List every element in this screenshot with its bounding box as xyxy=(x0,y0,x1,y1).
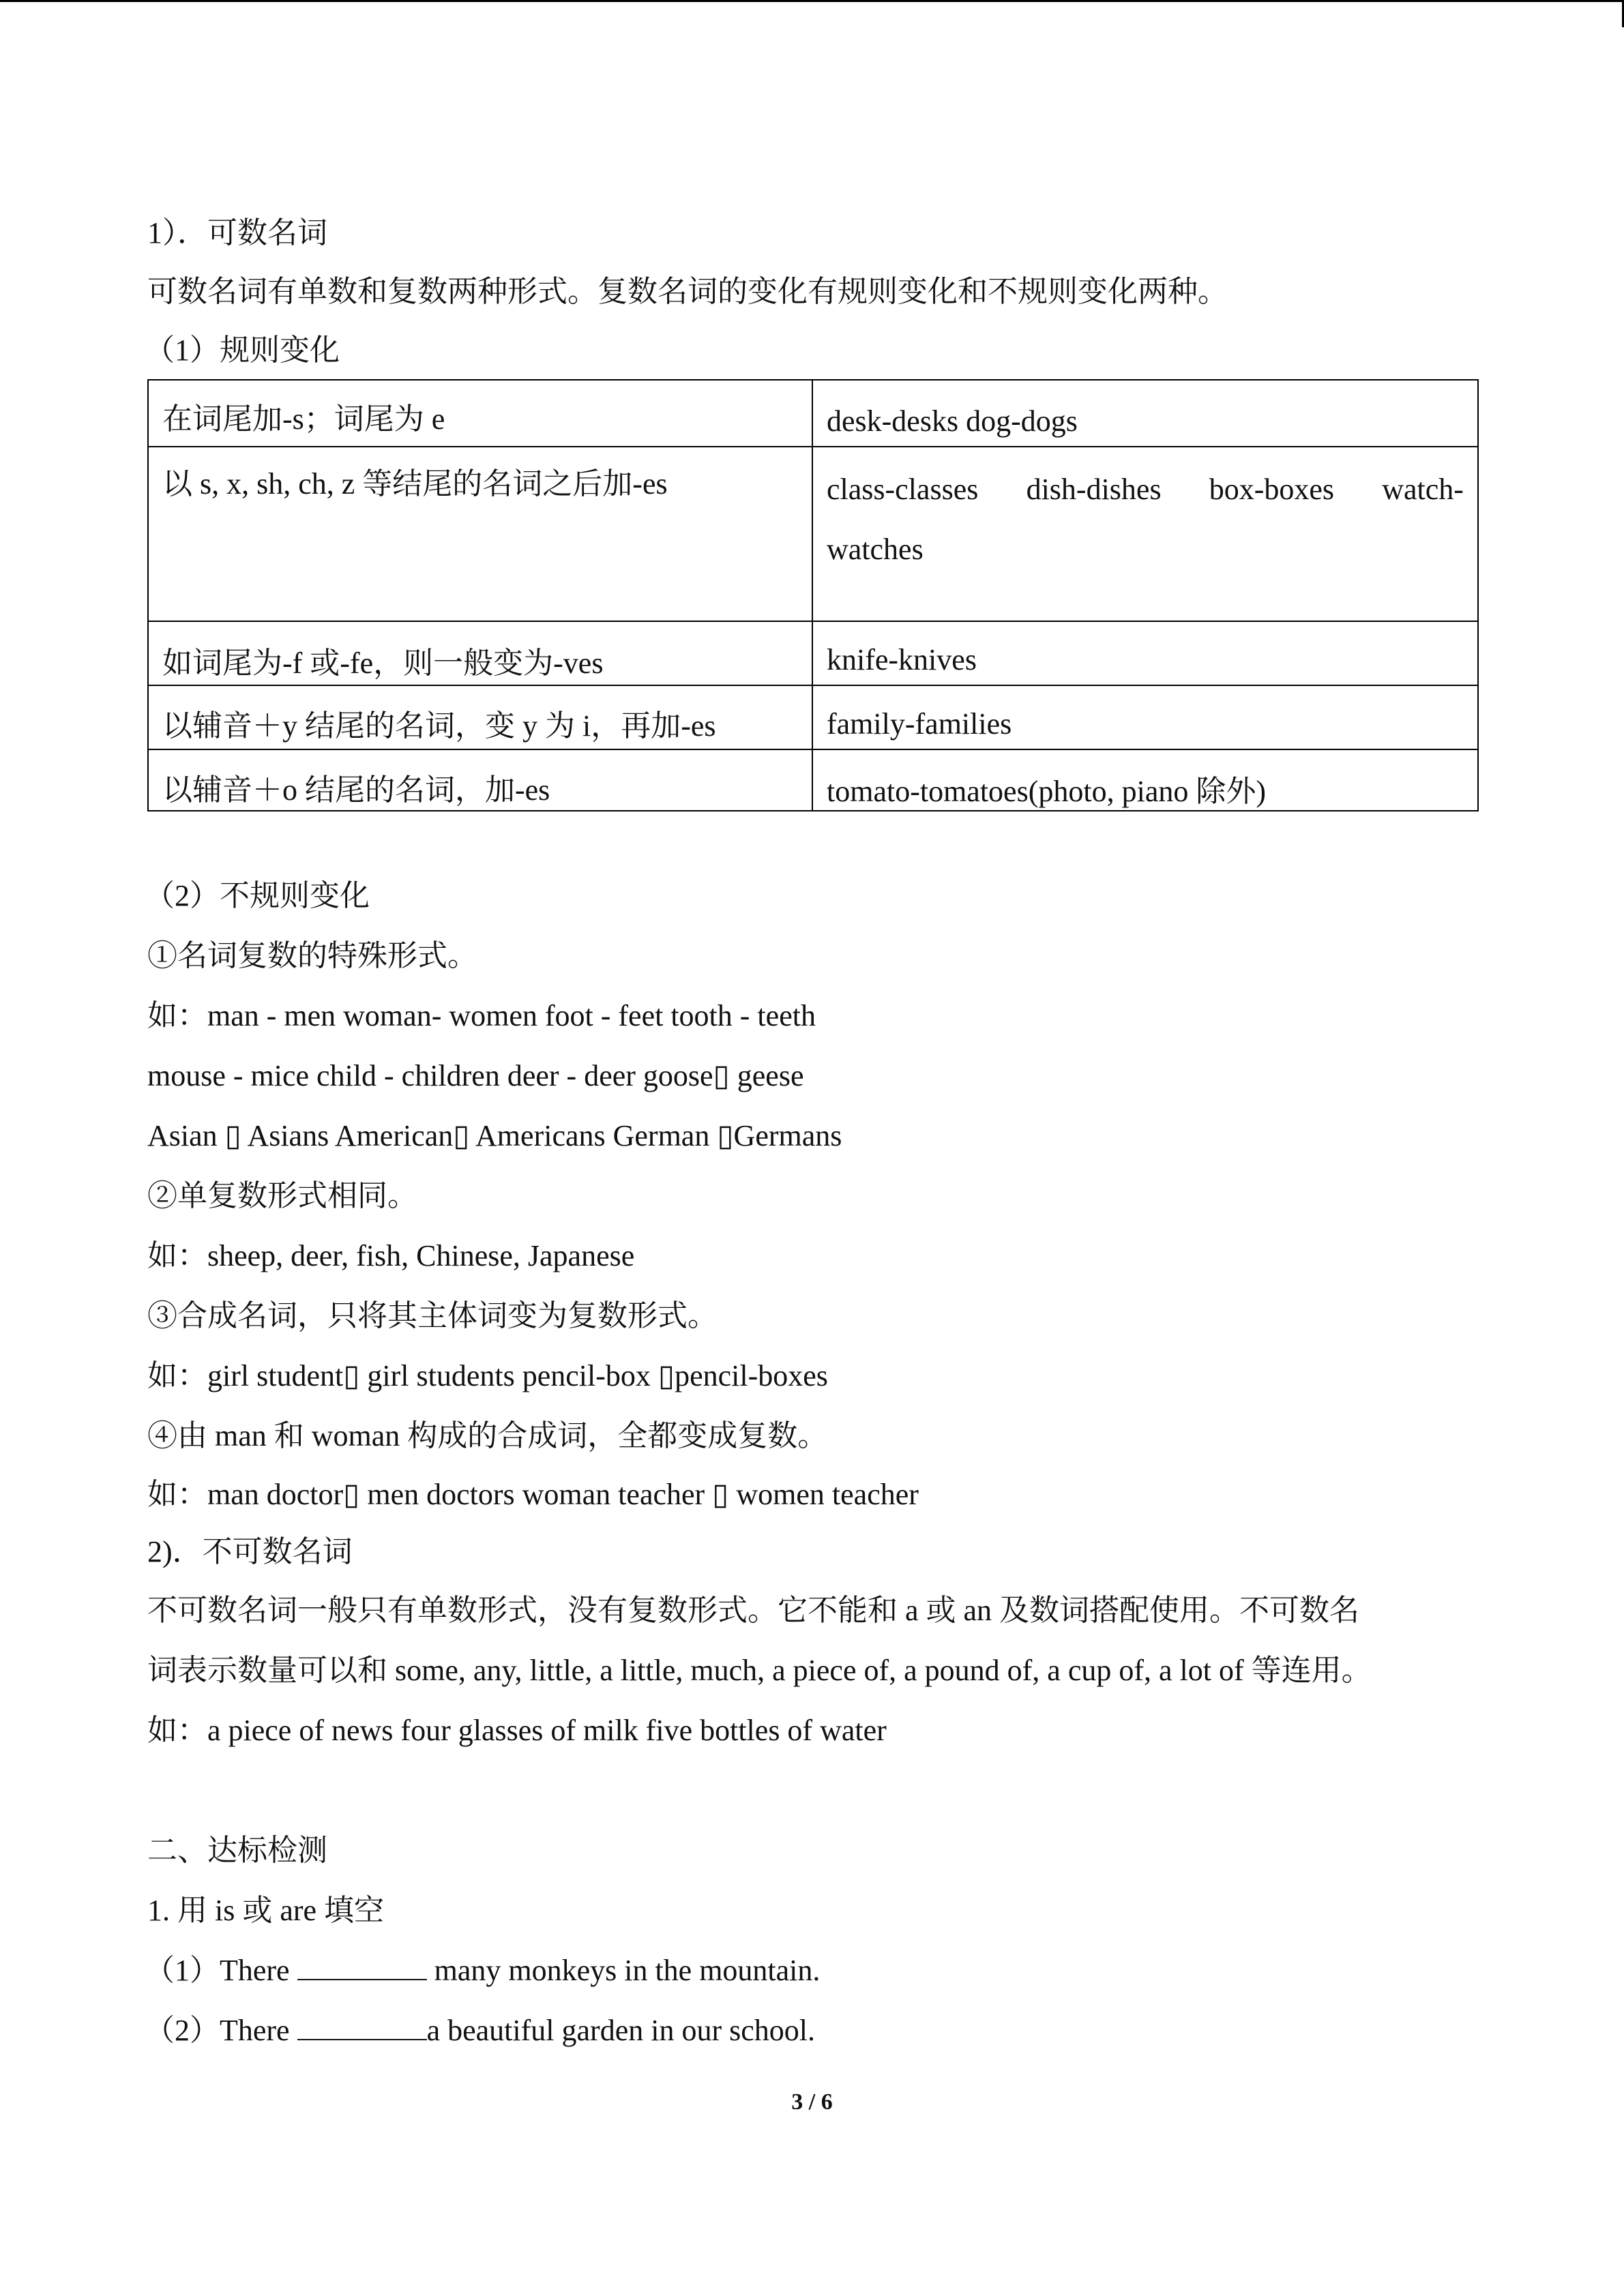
section-heading-countable: 1）．可数名词 xyxy=(147,216,327,250)
irregular-line: 如：man - men woman- women foot - feet tooth - teeth xyxy=(147,999,816,1032)
example-cell: desk-desks dog-dogs xyxy=(812,380,1478,447)
table-row xyxy=(148,749,1478,811)
example-cell xyxy=(812,447,1478,621)
section-heading-uncountable: 2)．不可数名词 xyxy=(147,1535,353,1568)
intro-paragraph: 可数名词有单数和复数两种形式。复数名词的变化有规则变化和不规则变化两种。 xyxy=(147,275,1228,308)
table-row xyxy=(148,685,1478,749)
answer-blank-2[interactable] xyxy=(297,2014,427,2040)
irregular-line: 如：sheep, deer, fish, Chinese, Japanese xyxy=(147,1239,635,1272)
exercise-instruction: 1. 用 is 或 are 填空 xyxy=(147,1894,385,1927)
uncountable-paragraph-1: 不可数名词一般只有单数形式，没有复数形式。它不能和 a 或 an 及数词搭配使用。不可数名 xyxy=(147,1594,1360,1627)
irregular-heading: （2）不规则变化 xyxy=(145,879,370,912)
answer-blank-1[interactable] xyxy=(297,1954,427,1980)
exercise-question-2 xyxy=(145,2001,1477,2061)
rule-cell: 如词尾为-f 或-fe，则一般变为-ves xyxy=(148,621,812,685)
page-number: 3 / 6 xyxy=(791,2089,833,2115)
example-cell: knife-knives xyxy=(812,621,1478,685)
rule-cell: 以 s, x, sh, ch, z 等结尾的名词之后加-es xyxy=(148,447,812,621)
irregular-line: Asian ▯ Asians American▯ Americans German ▯Germans xyxy=(147,1119,842,1152)
irregular-line: ①名词复数的特殊形式。 xyxy=(147,939,477,972)
rule-cell: 在词尾加-s；词尾为 e xyxy=(148,380,812,447)
example-cell: tomato-tomatoes(photo, piano 除外) xyxy=(812,749,1478,811)
rule-cell: 以辅音＋y 结尾的名词，变 y 为 i，再加-es xyxy=(148,685,812,749)
question-2-prefix: （2）There xyxy=(145,2014,290,2047)
question-1-prefix: （1）There xyxy=(145,1954,290,1987)
page-top-border xyxy=(0,0,1624,2)
table-row xyxy=(148,380,1478,447)
irregular-line: 如：girl student▯ girl students pencil-box ▯pencil-boxes xyxy=(147,1359,828,1392)
exercise-heading: 二、达标检测 xyxy=(147,1834,327,1867)
regular-heading: （1）规则变化 xyxy=(145,333,340,367)
uncountable-paragraph-2: 词表示数量可以和 some, any, little, a little, much, a piece of, a pound of, a cup of, a lot of 等连用。 xyxy=(147,1654,1372,1687)
regular-plural-table xyxy=(147,379,1479,811)
irregular-line: ④由 man 和 woman 构成的合成词，全都变成复数。 xyxy=(147,1419,828,1452)
example-line-2: watches xyxy=(827,533,924,566)
example-cell: family-families xyxy=(812,685,1478,749)
uncountable-example: 如：a piece of news four glasses of milk five bottles of water xyxy=(147,1714,887,1747)
example-line-1: class-classes dish-dishes box-boxes watch- xyxy=(827,473,1464,506)
question-1-suffix: many monkeys in the mountain. xyxy=(426,1954,821,1987)
irregular-line: mouse - mice child - children deer - deer goose▯ geese xyxy=(147,1059,804,1092)
table-row xyxy=(148,621,1478,685)
rule-cell: 以辅音＋o 结尾的名词，加-es xyxy=(148,749,812,811)
irregular-line: ③合成名词，只将其主体词变为复数形式。 xyxy=(147,1299,718,1332)
irregular-line: ②单复数形式相同。 xyxy=(147,1179,417,1212)
table-row xyxy=(148,447,1478,621)
question-2-suffix: a beautiful garden in our school. xyxy=(426,2014,815,2047)
irregular-line: 如：man doctor▯ men doctors woman teacher ▯ women teacher xyxy=(147,1478,919,1511)
exercise-question-1 xyxy=(145,1941,1477,2001)
document-body xyxy=(147,205,1477,2061)
